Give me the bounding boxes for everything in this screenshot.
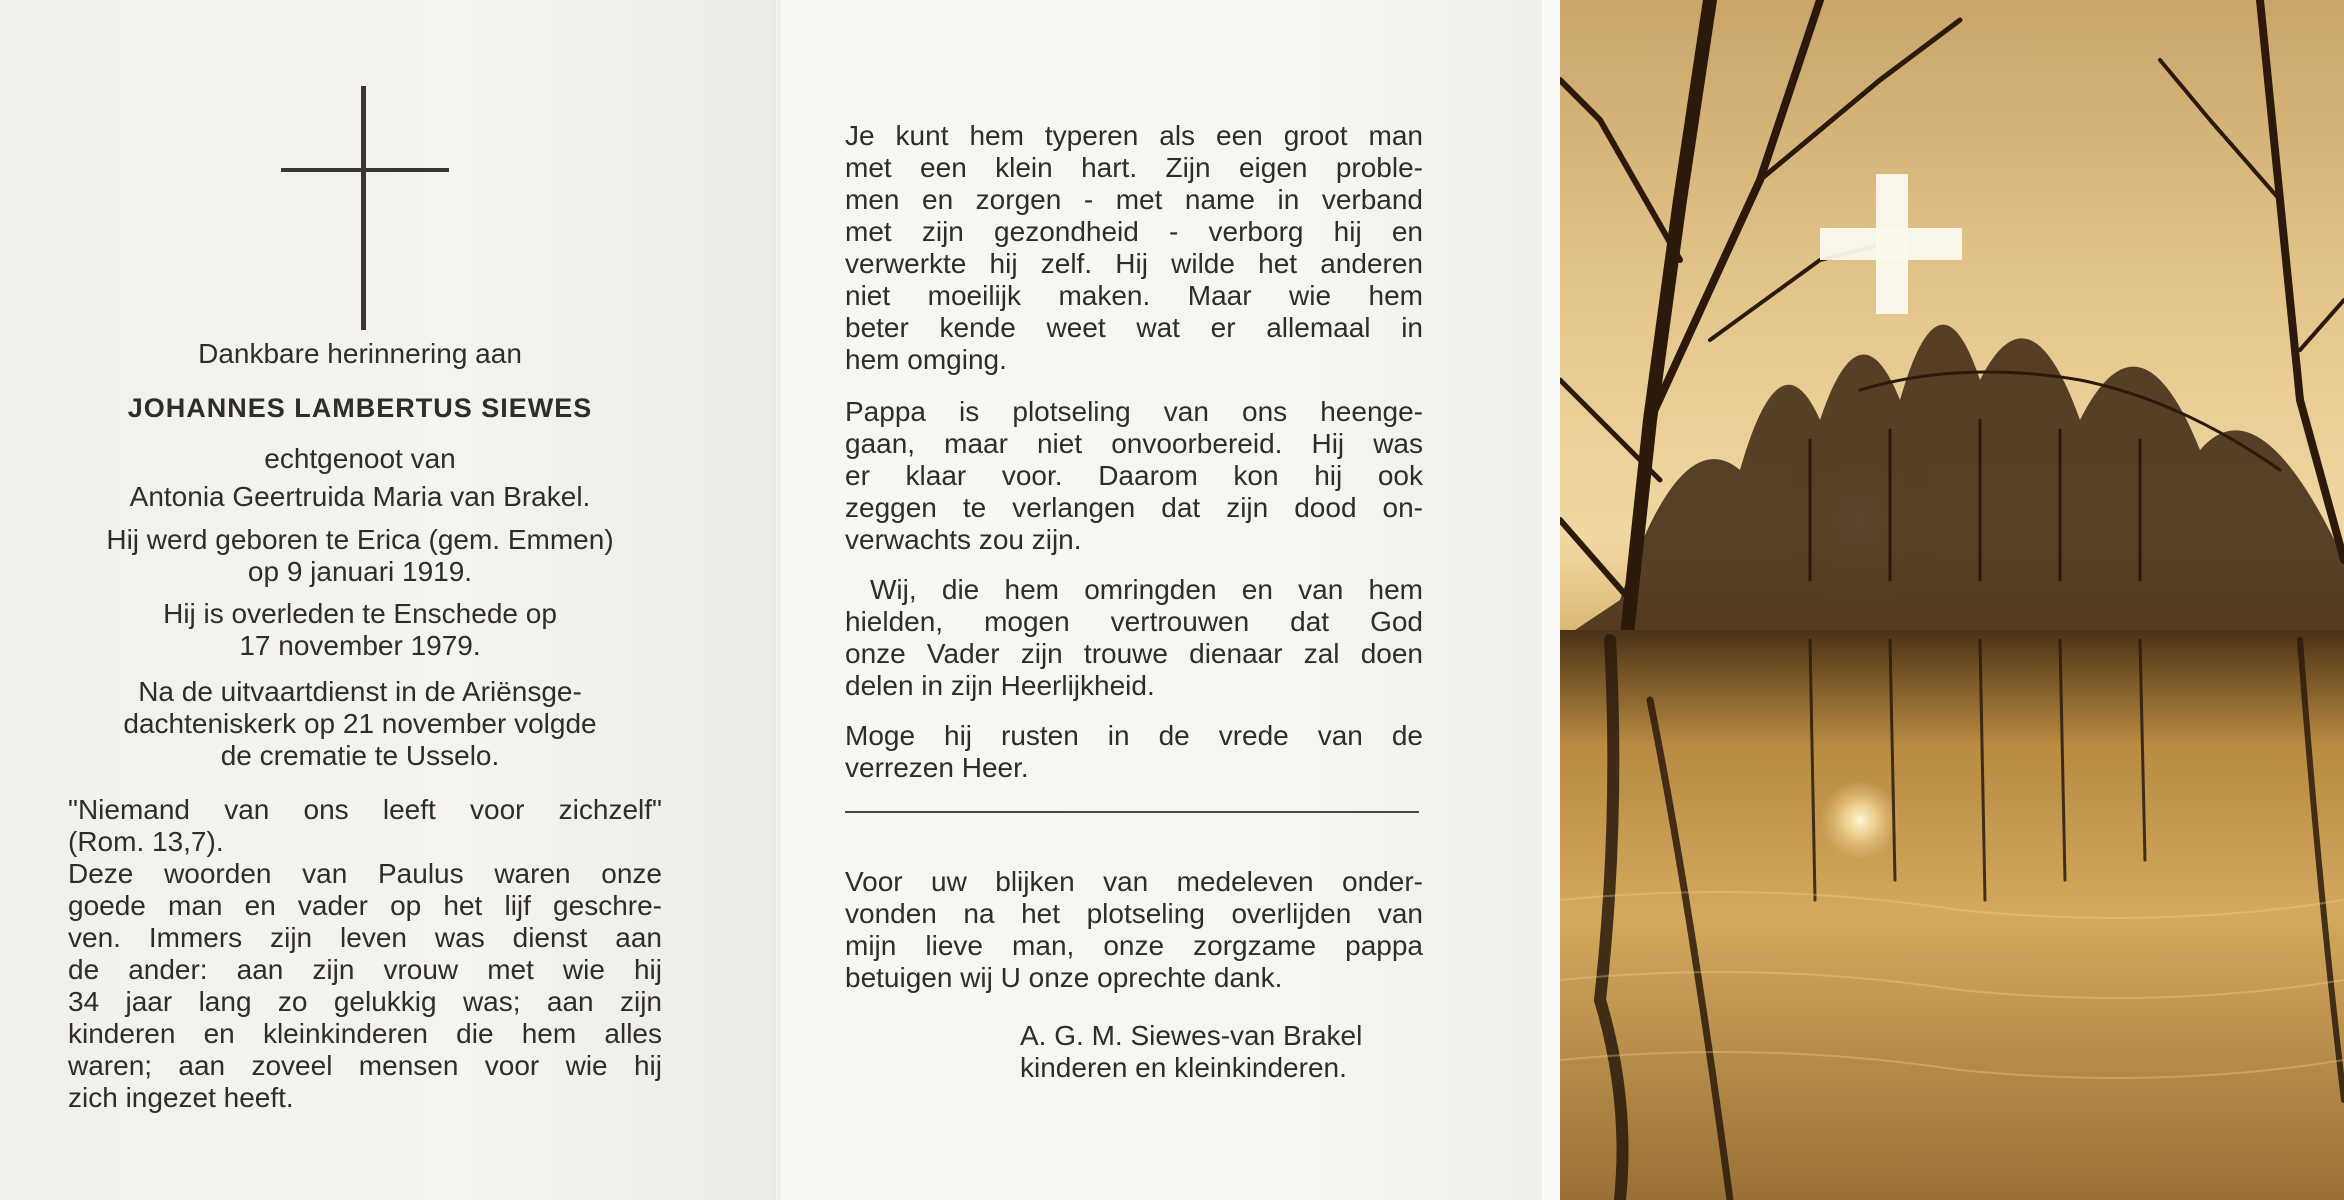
signature-name: A. G. M. Siewes-van Brakel — [1020, 1020, 1363, 1051]
text-line: hielden, mogen vertrouwen dat God — [845, 606, 1423, 637]
text-line: met zijn gezondheid - verborg hij en — [845, 216, 1423, 247]
service-line-3: de crematie te Usselo. — [220, 740, 500, 771]
birth-line-1: Hij werd geboren te Erica (gem. Emmen) — [106, 524, 614, 555]
text-line: Pappa is plotseling van ons heenge- — [845, 396, 1423, 427]
text-line: zeggen te verlangen dat zijn dood on- — [845, 492, 1423, 523]
text-line: verwachts zou zijn. — [845, 524, 1082, 555]
quote-line-2: (Rom. 13,7). — [68, 826, 224, 857]
spouse-intro: echtgenoot van — [264, 443, 456, 474]
cross-horizontal-bar — [281, 168, 449, 172]
text-line: onze Vader zijn trouwe dienaar zal doen — [845, 638, 1423, 669]
text-line: beter kende weet wat er allemaal in — [845, 312, 1423, 343]
text-line: waren; aan zoveel mensen voor wie hij — [68, 1050, 662, 1081]
death-line-2: 17 november 1979. — [239, 630, 481, 661]
text-line: men en zorgen - met name in verband — [845, 184, 1423, 215]
text-line: Deze woorden van Paulus waren onze — [68, 858, 662, 889]
text-line: zich ingezet heeft. — [68, 1082, 294, 1113]
text-line: de ander: aan zijn vrouw met wie hij — [68, 954, 662, 985]
text-line: mijn lieve man, onze zorgzame pappa — [845, 930, 1423, 961]
quote-line-1: "Niemand van ons leeft voor zichzelf" — [68, 794, 662, 825]
text-line: Moge hij rusten in de vrede van de — [845, 720, 1423, 751]
text-line: Wij, die hem omringden en van hem — [870, 574, 1423, 605]
cross-icon — [281, 86, 449, 330]
text-line: Voor uw blijken van medeleven onder- — [845, 866, 1423, 897]
text-line: hem omging. — [845, 344, 1007, 375]
text-line: 34 jaar lang zo gelukkig was; aan zijn — [68, 986, 662, 1017]
text-line: er klaar voor. Daarom kon hij ook — [845, 460, 1423, 491]
deceased-name: JOHANNES LAMBERTUS SIEWES — [127, 393, 593, 423]
text-line: Je kunt hem typeren als een groot man — [845, 120, 1423, 151]
signature-family: kinderen en kleinkinderen. — [1020, 1052, 1347, 1083]
text-line: niet moeilijk maken. Maar wie hem — [845, 280, 1423, 311]
white-cross-icon-bar — [1820, 228, 1962, 260]
service-line-1: Na de uitvaartdienst in de Ariënsge- — [138, 676, 582, 707]
memorial-heading: Dankbare herinnering aan — [198, 338, 522, 369]
text-line: betuigen wij U onze oprechte dank. — [845, 962, 1283, 993]
text-line: met een klein hart. Zijn eigen proble- — [845, 152, 1423, 183]
text-line: verwerkte hij zelf. Hij wilde het anderen — [845, 248, 1423, 279]
photo-panel — [1560, 0, 2344, 1200]
cross-vertical-bar — [361, 86, 366, 330]
panel-gap — [1542, 0, 1560, 1200]
service-line-2: dachteniskerk op 21 november volgde — [123, 708, 597, 739]
divider-line — [845, 811, 1419, 813]
spouse-name: Antonia Geertruida Maria van Brakel. — [129, 481, 591, 512]
birth-line-2: op 9 januari 1919. — [247, 556, 473, 587]
text-line: gaan, maar niet onvoorbereid. Hij was — [845, 428, 1423, 459]
text-line: kinderen en kleinkinderen die hem alles — [68, 1018, 662, 1049]
text-line: vonden na het plotseling overlijden van — [845, 898, 1423, 929]
text-line: delen in zijn Heerlijkheid. — [845, 670, 1155, 701]
death-line-1: Hij is overleden te Enschede op — [163, 598, 557, 629]
sunset-landscape-image — [1560, 0, 2344, 1200]
text-line: goede man en vader op het lijf geschre- — [68, 890, 662, 921]
text-line: verrezen Heer. — [845, 752, 1029, 783]
text-line: ven. Immers zijn leven was dienst aan — [68, 922, 662, 953]
